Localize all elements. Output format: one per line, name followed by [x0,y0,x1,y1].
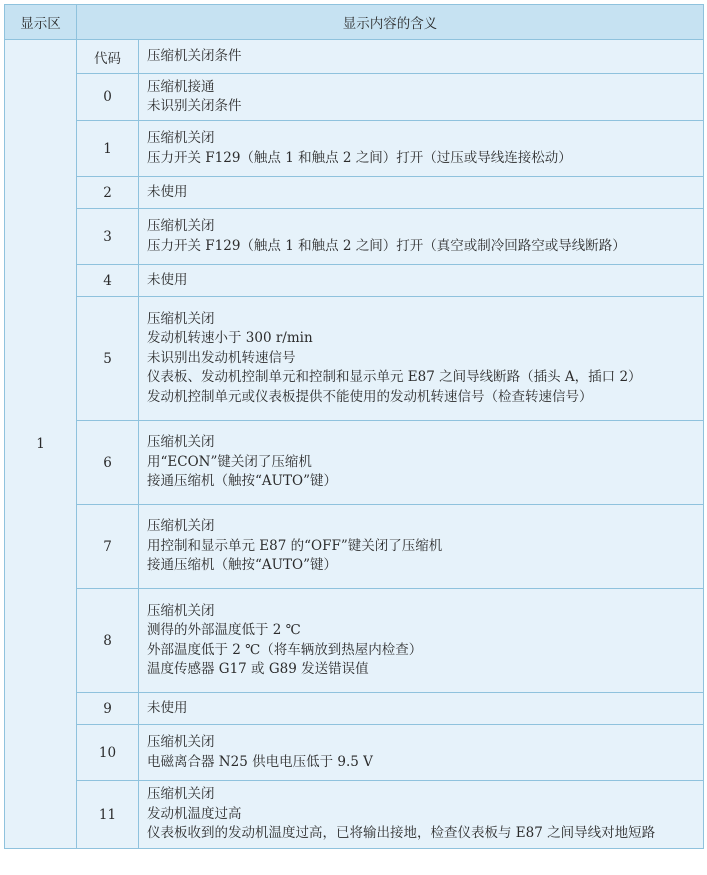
meaning-line: 压力开关 F129（触点 1 和触点 2 之间）打开（真空或制冷回路空或导线断路） [147,237,626,254]
row-code: 4 [77,265,139,297]
table-row [5,505,704,589]
meaning-line: 压缩机关闭 [147,130,215,146]
row-meaning [139,781,704,849]
meaning-line: 压缩机关闭 [147,434,215,451]
row-code: 5 [77,297,139,421]
row-meaning [139,121,704,177]
row-meaning [139,297,704,421]
row-code: 8 [77,589,139,693]
row-code: 0 [77,74,139,121]
meaning-line: 未使用 [147,271,188,288]
row-meaning [139,589,704,693]
table-row [5,265,704,297]
meaning-line: 发动机温度过高 [147,805,242,822]
meaning-line: 压力开关 F129（触点 1 和触点 2 之间）打开（过压或导线连接松动） [147,149,572,166]
table-row [5,297,704,421]
meaning-line: 用“ECON”键关闭了压缩机 [147,453,312,470]
meaning-line: 接通压缩机（触按“AUTO”键） [147,473,338,490]
table-row [5,74,704,121]
row-meaning [139,505,704,589]
table-row [5,121,704,177]
row-code: 9 [77,693,139,725]
meaning-line: 未使用 [147,183,188,200]
meaning-line: 用控制和显示单元 E87 的“OFF”键关闭了压缩机 [147,537,443,554]
table-row [5,177,704,209]
meaning-line: 压缩机关闭 [147,218,215,234]
subheader-row [5,40,704,74]
row-meaning [139,74,704,121]
meaning-line: 压缩机关闭 [147,786,215,803]
meaning-line: 仪表板收到的发动机温度过高，已将输出接地，检查仪表板与 E87 之间导线对地短路 [147,825,656,842]
table-row [5,209,704,265]
row-code: 2 [77,177,139,209]
header-display-meaning: 显示内容的含义 [77,5,704,40]
row-code: 7 [77,505,139,589]
row-meaning [139,421,704,505]
display-area-value: 1 [5,40,77,849]
meaning-line: 压缩机关闭 [147,602,215,619]
row-meaning [139,209,704,265]
meaning-line: 测得的外部温度低于 2 ℃ [147,622,301,638]
meaning-line: 仪表板、发动机控制单元和控制和显示单元 E87 之间导线断路（插头 A，插口 2） [147,369,642,386]
row-meaning [139,265,704,297]
meaning-line: 未识别关闭条件 [147,98,242,114]
meaning-line: 电磁离合器 N25 供电电压低于 9.5 V [147,753,373,770]
meaning-line: 压缩机关闭 [147,518,215,535]
subheader-condition-label: 压缩机关闭条件 [139,40,704,74]
meaning-line: 外部温度低于 2 ℃（将车辆放到热屋内检查） [147,641,423,658]
table-row [5,725,704,781]
meaning-line: 温度传感器 G17 或 G89 发送错误值 [147,661,369,677]
row-meaning [139,725,704,781]
meaning-line: 压缩机关闭 [147,310,215,327]
row-code: 10 [77,725,139,781]
row-meaning [139,177,704,209]
table-row [5,589,704,693]
row-meaning [139,693,704,725]
header-display-area: 显示区 [5,5,77,40]
meaning-line: 压缩机接通 [147,78,215,95]
meaning-line: 压缩机关闭 [147,734,215,750]
row-code: 1 [77,121,139,177]
subheader-code-label: 代码 [77,40,139,74]
row-code: 6 [77,421,139,505]
table-row [5,781,704,849]
table-header-row [5,5,704,40]
meaning-line: 未使用 [147,699,188,716]
row-code: 11 [77,781,139,849]
row-code: 3 [77,209,139,265]
meaning-line: 未识别出发动机转速信号 [147,349,296,366]
meaning-line: 发动机控制单元或仪表板提供不能使用的发动机转速信号（检查转速信号） [147,388,593,405]
display-content-table [4,4,704,849]
table-row [5,693,704,725]
meaning-line: 接通压缩机（触按“AUTO”键） [147,557,338,574]
meaning-line: 发动机转速小于 300 r/min [147,330,313,347]
table-row [5,421,704,505]
